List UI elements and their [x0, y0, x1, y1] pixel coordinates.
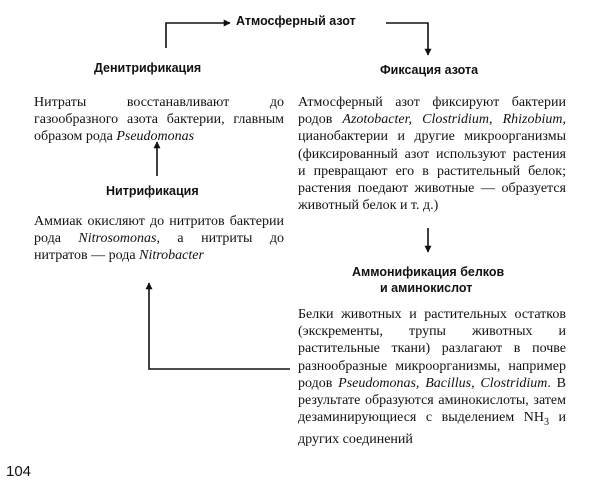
denitrification-title: Денитрификация — [94, 61, 202, 75]
arrow-to-atmospheric-nitrogen — [166, 23, 230, 48]
fixation-text: Атмосферный азот фиксируют бактерии родов Azotobacter, Clostridium, Rhizobium, цианобактерии и другие микроорганизмы (фиксированный азот используют растения и превращают его в растительный белок; растения поедают животные — образуется животный белок и т. д.) — [298, 95, 566, 214]
ammonification-text: Белки животных и растительных остатков (экскременты, трупы животных и растительные ткани) разлагают в почве разнообразные микроорганизмы, например родов Pseudomonas, Bacillus, Clostridium. В результате образуются аминокислоты, затем дезаминирующиеся с выделением $NH_3$ и других соединений — [298, 307, 566, 448]
denitrification-text: Нитраты восстанавливают до газообразного азота бактерии, главным образом рода Pseudomonas — [34, 95, 284, 145]
ammonification-title-line1: Аммонификация белков — [352, 265, 505, 279]
atmospheric-nitrogen-label: Атмосферный азот — [236, 14, 356, 28]
fixation-title: Фиксация азота — [380, 63, 479, 77]
nitrification-text: Аммиак окисляют до нитритов бактерии рода Nitrosomonas, а нитриты до нитратов — рода Nitrobacter — [34, 214, 284, 264]
arrow-ammonification-to-nitrification — [149, 283, 290, 369]
arrow-to-fixation — [386, 23, 428, 55]
ammonification-title-line2: и аминокислот — [380, 281, 473, 295]
nitrification-title: Нитрификация — [106, 184, 199, 198]
page-number: 104 — [6, 463, 32, 480]
